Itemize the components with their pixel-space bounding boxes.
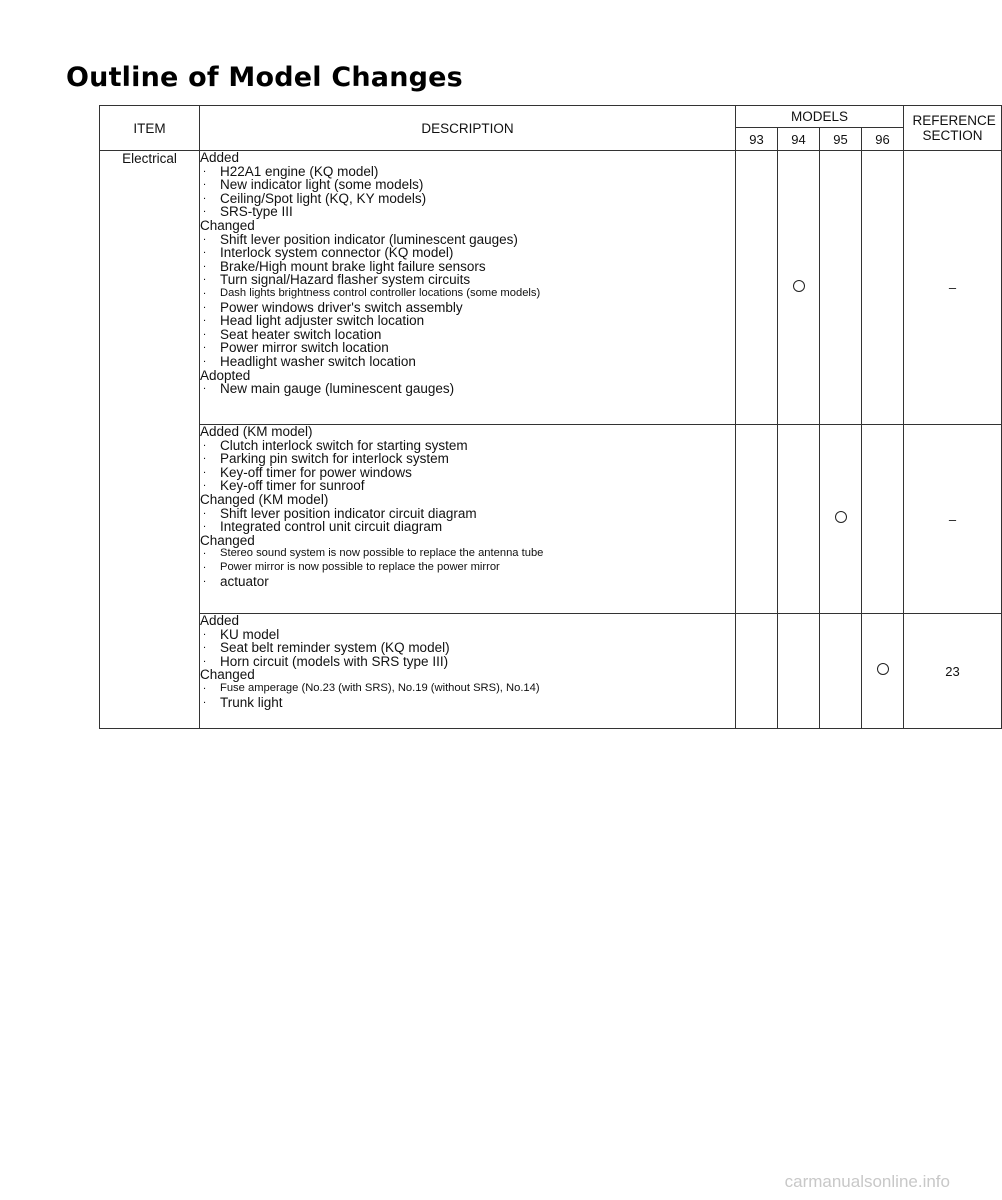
table-body bbox=[100, 151, 1002, 729]
description-group-heading: Added bbox=[200, 613, 240, 628]
description-item: . Seat heater switch location bbox=[200, 328, 735, 342]
item-cell: Electrical bbox=[100, 151, 200, 425]
model-year-cell-94 bbox=[778, 425, 820, 614]
model-year-cell-94 bbox=[778, 614, 820, 729]
description-group-heading: Changed (KM model) bbox=[200, 491, 329, 507]
description-item: . Shift lever position indicator (luminescent gauges) bbox=[200, 233, 735, 247]
description-item-list bbox=[200, 507, 735, 534]
description-group-heading: Adopted bbox=[200, 367, 251, 383]
description-group-heading: Added bbox=[200, 150, 240, 165]
watermark: carmanualsonline.info bbox=[784, 1172, 950, 1191]
reference-section-cell: – bbox=[904, 151, 1002, 425]
table-row bbox=[100, 151, 1002, 425]
description-item: . Key-off timer for sunroof bbox=[200, 479, 735, 493]
description-item: . Headlight washer switch location bbox=[200, 355, 735, 369]
applies-circle-icon bbox=[835, 511, 847, 523]
description-item: . Fuse amperage (No.23 (with SRS), No.19 (without SRS), No.14) bbox=[200, 682, 735, 696]
model-year-cell-93 bbox=[736, 614, 778, 729]
description-item-list bbox=[200, 628, 735, 669]
description-item: . Seat belt reminder system (KQ model) bbox=[200, 641, 735, 655]
description-group-heading: Changed bbox=[200, 667, 255, 683]
model-changes-table bbox=[99, 105, 1002, 729]
model-year-cell-95 bbox=[820, 614, 862, 729]
description-group-heading: Changed bbox=[200, 217, 255, 233]
model-year-cell-93 bbox=[736, 151, 778, 425]
model-year-cell-94 bbox=[778, 151, 820, 425]
description-item-list bbox=[200, 547, 735, 588]
item-cell bbox=[100, 425, 200, 614]
description-item-list bbox=[200, 233, 735, 369]
description-cell bbox=[200, 614, 736, 729]
description-item: . SRS-type III bbox=[200, 205, 735, 219]
description-group-heading: Added (KM model) bbox=[200, 424, 313, 439]
description-item: . Power windows driver's switch assembly bbox=[200, 301, 735, 315]
item-column-header: ITEM bbox=[100, 106, 200, 151]
description-item: . Power mirror is now possible to replace the power mirror bbox=[200, 561, 735, 575]
description-item: . Brake/High mount brake light failure sensors bbox=[200, 260, 735, 274]
description-item: . New main gauge (luminescent gauges) bbox=[200, 382, 735, 396]
description-item: . Integrated control unit circuit diagram bbox=[200, 520, 735, 534]
page-title: Outline of Model Changes bbox=[66, 62, 463, 93]
model-year-cell-96 bbox=[862, 425, 904, 614]
year-header-96: 96 bbox=[862, 128, 904, 151]
table-row bbox=[100, 425, 1002, 614]
reference-column-header bbox=[904, 106, 1002, 151]
description-item-list bbox=[200, 382, 735, 396]
table-row bbox=[100, 614, 1002, 729]
description-item: . Key-off timer for power windows bbox=[200, 466, 735, 480]
description-item-list bbox=[200, 682, 735, 709]
description-item: . Ceiling/Spot light (KQ, KY models) bbox=[200, 192, 735, 206]
applies-circle-icon bbox=[877, 663, 889, 675]
reference-header-label: REFERENCE SECTION bbox=[912, 113, 996, 143]
year-header-94: 94 bbox=[778, 128, 820, 151]
description-item: . Stereo sound system is now possible to replace the antenna tube bbox=[200, 547, 735, 561]
description-item: . Power mirror switch location bbox=[200, 341, 735, 355]
description-column-header: DESCRIPTION bbox=[200, 106, 736, 151]
model-year-cell-96 bbox=[862, 151, 904, 425]
description-item: . H22A1 engine (KQ model) bbox=[200, 165, 735, 179]
description-item: . Turn signal/Hazard flasher system circuits bbox=[200, 273, 735, 287]
description-item: . Trunk light bbox=[200, 696, 735, 710]
item-cell bbox=[100, 614, 200, 729]
description-item: . Parking pin switch for interlock system bbox=[200, 452, 735, 466]
model-year-cell-93 bbox=[736, 425, 778, 614]
description-item: . Dash lights brightness control controller locations (some models) bbox=[200, 287, 735, 301]
model-year-cell-96 bbox=[862, 614, 904, 729]
reference-section-cell: 23 bbox=[904, 614, 1002, 729]
description-item: . Interlock system connector (KQ model) bbox=[200, 246, 735, 260]
description-group-heading: Changed bbox=[200, 532, 255, 548]
reference-section-cell: – bbox=[904, 425, 1002, 614]
description-item-list bbox=[200, 439, 735, 493]
model-year-cell-95 bbox=[820, 151, 862, 425]
description-item: . Clutch interlock switch for starting system bbox=[200, 439, 735, 453]
year-header-93: 93 bbox=[736, 128, 778, 151]
model-year-cell-95 bbox=[820, 425, 862, 614]
year-header-95: 95 bbox=[820, 128, 862, 151]
description-item: . KU model bbox=[200, 628, 735, 642]
applies-circle-icon bbox=[793, 280, 805, 292]
description-cell bbox=[200, 151, 736, 425]
description-item: . Horn circuit (models with SRS type III) bbox=[200, 655, 735, 669]
description-item: . actuator bbox=[200, 575, 735, 589]
description-item: . Shift lever position indicator circuit diagram bbox=[200, 507, 735, 521]
description-item: . New indicator light (some models) bbox=[200, 178, 735, 192]
models-column-header: MODELS bbox=[736, 106, 904, 128]
description-item: . Head light adjuster switch location bbox=[200, 314, 735, 328]
description-item-list bbox=[200, 165, 735, 219]
description-cell bbox=[200, 425, 736, 614]
